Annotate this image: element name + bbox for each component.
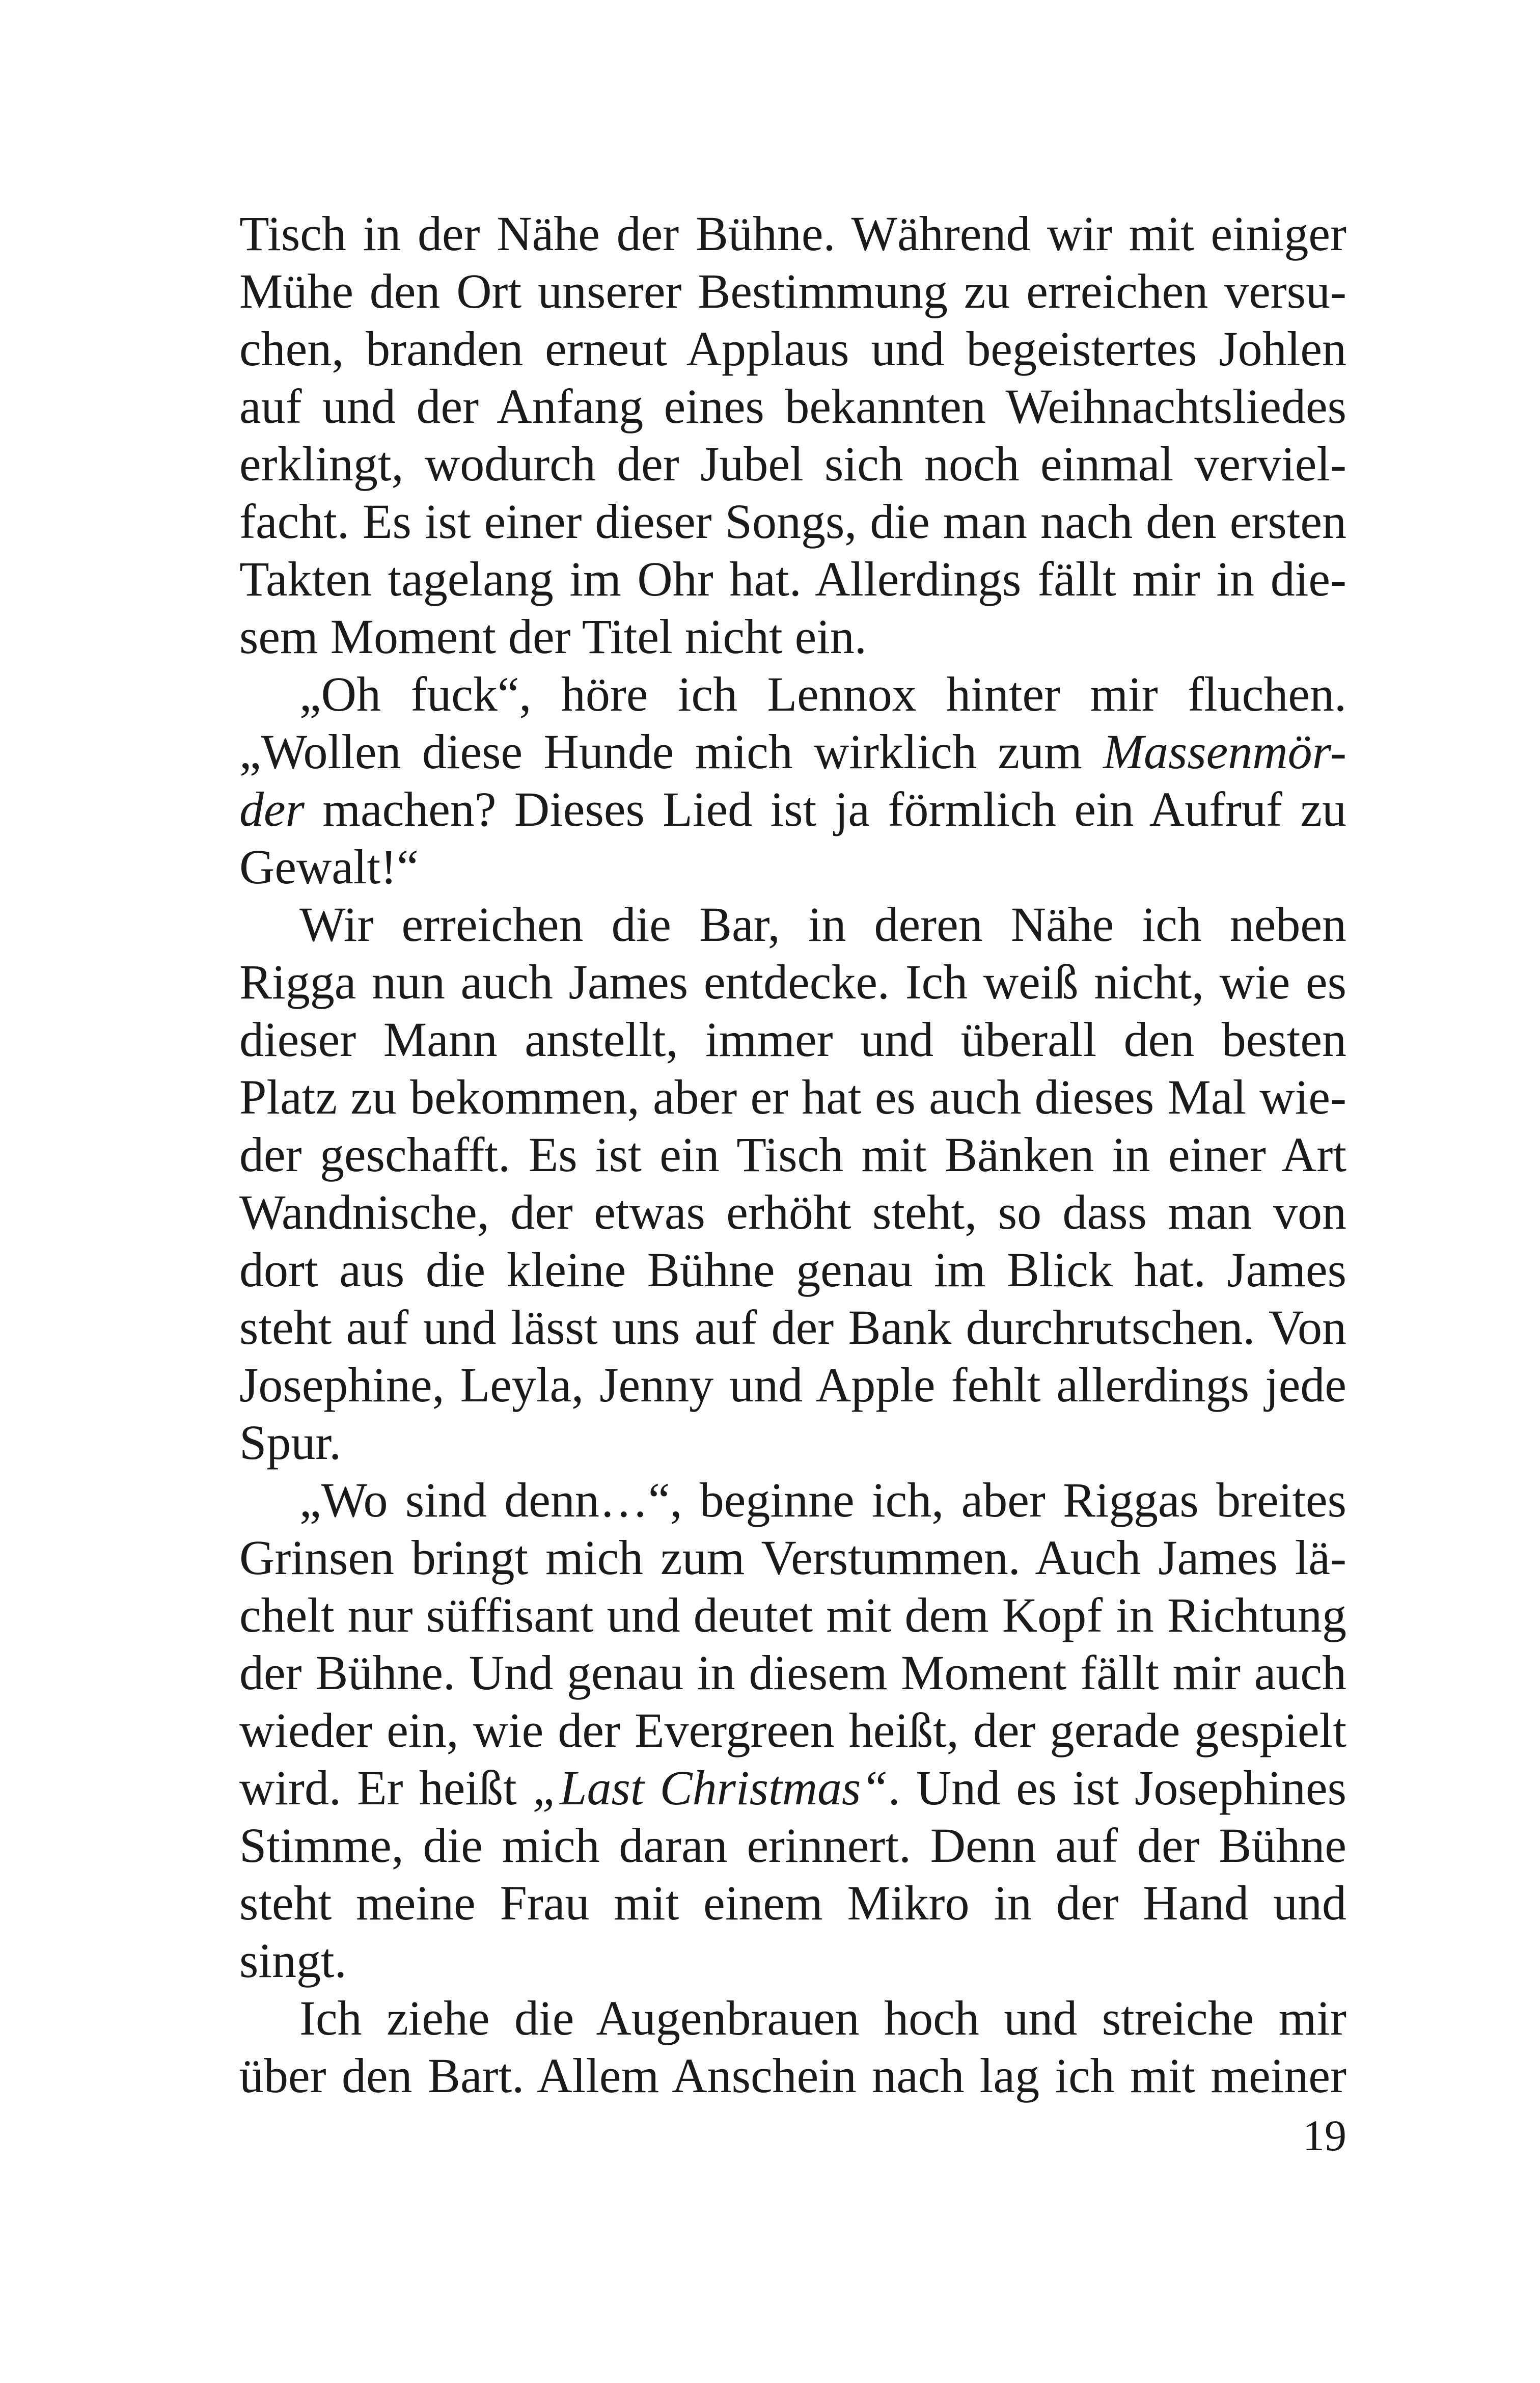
text-segment: „Wo sind denn…“, beginne ich, aber Riggas breites [299, 1473, 1346, 1527]
text-segment: machen? Dieses Lied ist ja förmlich ein Aufruf zu [304, 782, 1346, 836]
text-segment: chelt nur süffisant und deutet mit dem Kopf in Richtung [239, 1588, 1346, 1642]
text-line [239, 1932, 1346, 1989]
text-line [239, 1701, 1346, 1759]
italic-text-segment: Massenmör- [1103, 724, 1346, 779]
text-line [239, 723, 1346, 780]
text-line [239, 953, 1346, 1011]
text-segment: wieder ein, wie der Evergreen heißt, der gerade gespielt [239, 1703, 1346, 1757]
text-segment: singt. [239, 1933, 347, 1988]
text-segment: chen, branden erneut Applaus und begeistertes Johlen [239, 321, 1346, 376]
text-segment: Tisch in der Nähe der Bühne. Während wir mit einiger [239, 206, 1346, 261]
text-segment: auf und der Anfang eines bekannten Weihnachtsliedes [239, 379, 1346, 434]
text-line [239, 377, 1346, 435]
text-segment: der Bühne. Und genau in diesem Moment fällt mir auch [239, 1645, 1346, 1700]
text-line [239, 1471, 1346, 1529]
text-line [239, 1414, 1346, 1471]
text-line [239, 780, 1346, 838]
text-segment: Spur. [239, 1415, 342, 1470]
text-line [239, 435, 1346, 493]
text-segment: Mühe den Ort unserer Bestimmung zu erreichen versu- [239, 264, 1346, 318]
text-segment: der geschafft. Es ist ein Tisch mit Bänken in einer Art [239, 1127, 1346, 1182]
text-line [239, 550, 1346, 608]
text-segment: „Wollen diese Hunde mich wirklich zum [239, 724, 1103, 779]
text-segment: steht meine Frau mit einem Mikro in der Hand und [239, 1876, 1346, 1930]
text-line [239, 1817, 1346, 1874]
text-segment: Gewalt!“ [239, 840, 419, 894]
text-segment: Rigga nun auch James entdecke. Ich weiß nicht, wie es [239, 955, 1346, 1009]
text-segment: wird. Er heißt [239, 1761, 533, 1815]
text-segment: Wandnische, der etwas erhöht steht, so dass man von [239, 1185, 1346, 1239]
text-line [239, 205, 1346, 262]
text-segment: über den Bart. Allem Anschein nach lag ich mit meiner [239, 2048, 1346, 2103]
text-line [239, 1529, 1346, 1586]
text-line [239, 1644, 1346, 1701]
text-line [239, 1241, 1346, 1298]
text-segment: Stimme, die mich daran erinnert. Denn auf der Bühne [239, 1818, 1346, 1873]
text-line [239, 1759, 1346, 1817]
italic-text-segment: „Last Christmas“ [532, 1761, 888, 1815]
text-segment: Takten tagelang im Ohr hat. Allerdings fällt mir in die- [239, 552, 1346, 606]
text-line [239, 2047, 1346, 2104]
text-line [239, 896, 1346, 953]
text-segment: facht. Es ist einer dieser Songs, die man nach den ersten [239, 494, 1346, 549]
text-line [239, 838, 1346, 896]
page-number: 19 [1303, 2111, 1346, 2160]
text-line [239, 608, 1346, 665]
text-line [239, 665, 1346, 723]
text-segment: „Oh fuck“, höre ich Lennox hinter mir fluchen. [299, 667, 1346, 721]
italic-text-segment: der [239, 782, 305, 836]
text-segment: steht auf und lässt uns auf der Bank durchrutschen. Von [239, 1300, 1346, 1355]
text-segment: Grinsen bringt mich zum Verstummen. Auch James lä- [239, 1530, 1346, 1585]
text-line [239, 1183, 1346, 1241]
text-segment: erklingt, wodurch der Jubel sich noch einmal verviel- [239, 437, 1346, 491]
text-line [239, 1068, 1346, 1126]
text-line [239, 1356, 1346, 1414]
text-segment: . Und es ist Josephines [888, 1761, 1347, 1815]
text-line [239, 1586, 1346, 1644]
text-line [239, 1989, 1346, 2047]
text-line [239, 1126, 1346, 1183]
text-segment: Wir erreichen die Bar, in deren Nähe ich neben [299, 897, 1346, 952]
text-segment: Platz zu bekommen, aber er hat es auch dieses Mal wie- [239, 1070, 1346, 1124]
body-text [239, 205, 1346, 2104]
text-line [239, 1011, 1346, 1068]
text-line [239, 1298, 1346, 1356]
text-segment: sem Moment der Titel nicht ein. [239, 609, 867, 664]
text-segment: Josephine, Leyla, Jenny und Apple fehlt allerdings jede [239, 1358, 1346, 1412]
text-line [239, 493, 1346, 550]
text-line [239, 1874, 1346, 1932]
text-line [239, 320, 1346, 377]
text-line [239, 262, 1346, 320]
text-segment: dieser Mann anstellt, immer und überall den besten [239, 1012, 1346, 1067]
text-segment: dort aus die kleine Bühne genau im Blick hat. James [239, 1242, 1346, 1297]
text-segment: Ich ziehe die Augenbrauen hoch und streiche mir [299, 1991, 1346, 2045]
